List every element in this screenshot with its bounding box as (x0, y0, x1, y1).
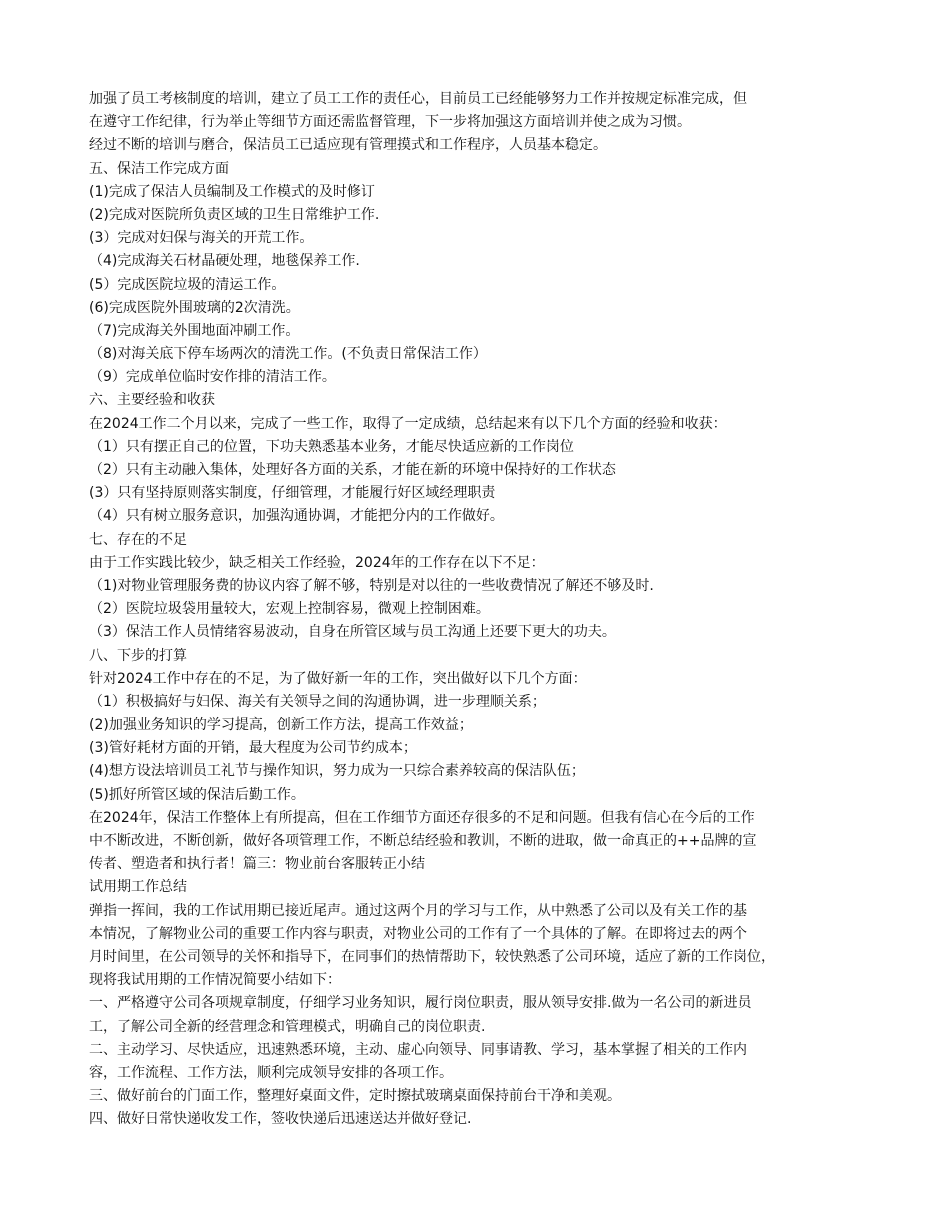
document-body (89, 88, 869, 1131)
list-item: (1)完成了保洁人员编制及工作模式的及时修订 (89, 183, 375, 200)
text-line: 四、做好日常快递收发工作，签收快递后迅速送达并做好登记. (89, 1111, 472, 1128)
list-item: (5）完成医院垃圾的清运工作。 (89, 276, 286, 293)
list-item: （3）保洁工作人员情绪容易波动，自身在所管区域与员工沟通上还要下更大的功夫。 (89, 624, 616, 641)
text-line: 一、严格遵守公司各项规章制度，仔细学习业务知识，履行岗位职责，服从领导安排.做为一名公司的新进员 (89, 995, 752, 1012)
text-line: 二、主动学习、尽快适应，迅速熟悉环境，主动、虚心向领导、同事请教、学习，基本掌握了相关的工作内 (89, 1041, 747, 1058)
list-item: （4)完成海关石材晶硬处理，地毯保养工作. (89, 253, 360, 270)
list-item: （4）只有树立服务意识，加强沟通协调，才能把分内的工作做好。 (89, 508, 504, 525)
section-heading: 八、下步的打算 (89, 647, 187, 664)
text-line: 由于工作实践比较少，缺乏相关工作经验，2024年的工作存在以下不足： (89, 554, 545, 571)
list-item: (2)完成对医院所负责区域的卫生日常维护工作. (89, 206, 380, 223)
list-item: (2)加强业务知识的学习提高，创新工作方法，提高工作效益； (89, 717, 473, 734)
text-line: 在2024工作二个月以来，完成了一些工作，取得了一定成绩，总结起来有以下几个方面的经验和收获： (89, 415, 727, 432)
text-line: 加强了员工考核制度的培训，建立了员工工作的责任心，目前员工已经能够努力工作并按规定标准完成，但 (89, 91, 747, 107)
text-line: 弹指一挥间，我的工作试用期已接近尾声。通过这两个月的学习与工作，从中熟悉了公司以及有关工作的基 (89, 902, 747, 919)
list-item: (3）只有坚持原则落实制度，仔细管理，才能履行好区域经理职责 (89, 485, 496, 502)
section-heading: 五、保洁工作完成方面 (89, 160, 229, 177)
text-line: 现将我试用期的工作情况简要小结如下： (89, 972, 341, 989)
text-line: 针对2024工作中存在的不足，为了做好新一年的工作，突出做好以下几个方面： (89, 670, 587, 687)
section-heading: 试用期工作总结 (89, 879, 187, 896)
list-item: (4)想方设法培训员工礼节与操作知识，努力成为一只综合素养较高的保洁队伍； (89, 763, 585, 780)
list-item: （8)对海关底下停车场两次的清洗工作。(不负责日常保洁工作） (89, 346, 487, 363)
list-item: （2）只有主动融入集体，处理好各方面的关系，才能在新的环境中保持好的工作状态 (89, 462, 616, 478)
text-line: 本情况，了解物业公司的重要工作内容与职责，对物业公司的工作有了一个具体的了解。在即将过去的两个 (89, 925, 747, 942)
list-item: (6)完成医院外围玻璃的2次清洗。 (89, 299, 300, 316)
text-line: 工，了解公司全新的经营理念和管理模式，明确自己的岗位职责. (89, 1018, 486, 1035)
list-item: (3)管好耗材方面的开销，最大程度为公司节约成本； (89, 740, 417, 757)
list-item: （1)对物业管理服务费的协议内容了解不够，特别是对以往的一些收费情况了解还不够及时. (89, 577, 654, 594)
list-item: （9）完成单位临时安作排的清洁工作。 (89, 369, 336, 386)
text-line: 传者、塑造者和执行者！篇三：物业前台客服转正小结 (89, 856, 425, 873)
section-heading: 六、主要经验和收获 (89, 392, 215, 409)
text-line: 在2024年，保洁工作整体上有所提高，但在工作细节方面还存很多的不足和问题。但我有信心在今后的工作 (89, 809, 755, 826)
list-item: （7)完成海关外围地面冲刷工作。 (89, 322, 300, 339)
text-line: 三、做好前台的门面工作，整理好桌面文件，定时擦拭玻璃桌面保持前台干净和美观。 (89, 1088, 621, 1105)
text-line: 中不断改进，不断创新，做好各项管理工作，不断总结经验和教训，不断的进取，做一命真正的++品牌的宣 (89, 833, 757, 849)
text-line: 月时间里，在公司领导的关怀和指导下，在同事们的热情帮助下，较快熟悉了公司环境，适应了新的工作岗位， (89, 948, 775, 965)
list-item: (3）完成对妇保与海关的开荒工作。 (89, 230, 314, 247)
section-heading: 七、存在的不足 (89, 531, 187, 548)
text-line: 经过不断的培训与磨合，保洁员工已适应现有管理摸式和工作程序，人员基本稳定。 (89, 137, 607, 154)
list-item: （1）积极搞好与妇保、海关有关领导之间的沟通协调，进一步理顺关系； (89, 693, 546, 710)
text-line: 容，工作流程、工作方法，顺利完成领导安排的各项工作。 (89, 1064, 453, 1081)
list-item: （1）只有摆正自己的位置，下功夫熟悉基本业务，才能尽快适应新的工作岗位 (89, 438, 574, 455)
list-item: （2）医院垃圾袋用量较大，宏观上控制容易，微观上控制困难。 (89, 601, 490, 618)
list-item: (5)抓好所管区域的保洁后勤工作。 (89, 786, 305, 803)
text-line: 在遵守工作纪律，行为举止等细节方面还需监督管理，下一步将加强这方面培训并使之成为习惯。 (89, 114, 691, 131)
